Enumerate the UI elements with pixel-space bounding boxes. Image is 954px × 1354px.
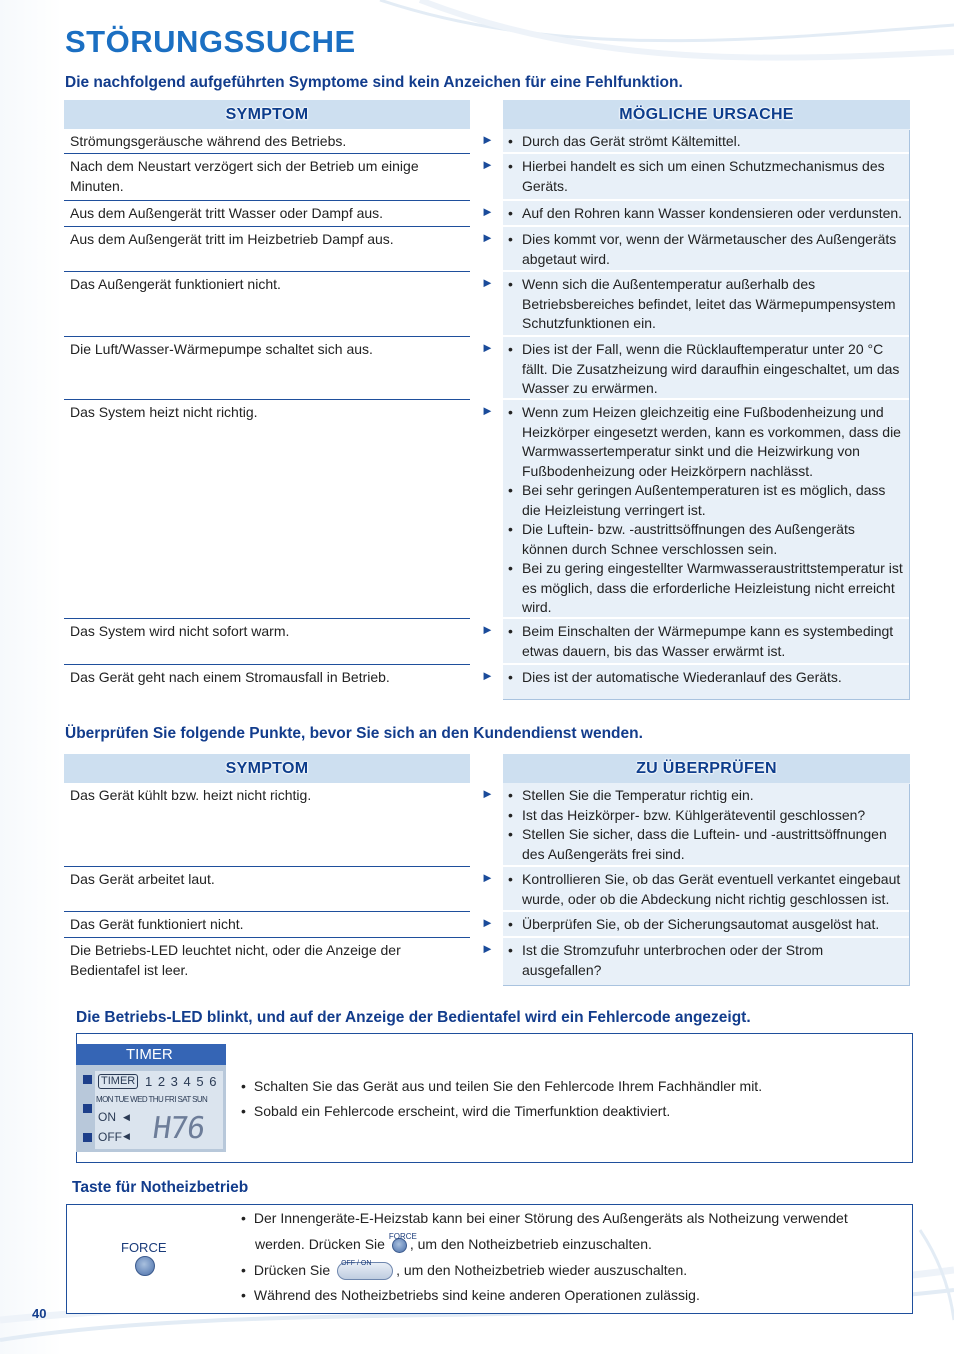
arrow-right-icon: ► — [481, 870, 494, 885]
force-inline-button-icon — [388, 1231, 417, 1253]
off-on-label: OFF / ON — [341, 1260, 372, 1268]
force-text: werden. Drücken Sie — [255, 1236, 385, 1252]
symptom-cell: Das Gerät funktioniert nicht. — [64, 912, 470, 938]
page-title: STÖRUNGSSUCHE — [65, 24, 356, 59]
cause-item: • Beim Einschalten der Wärmepumpe kann es systembedingt etwas dauern, bis das Wasser erwärmt ist. — [522, 622, 904, 661]
cause-item: • Wenn sich die Außentemperatur außerhalb des Betriebsbereiches befindet, leitet das Wärmepumpensystem Schutzfunktionen ein. — [522, 275, 904, 334]
arrow-right-icon: ► — [481, 230, 494, 245]
symptom-cell: Das System heizt nicht richtig. — [64, 400, 470, 619]
section1-heading: Die nachfolgend aufgeführten Symptome sind kein Anzeichen für eine Fehlfunktion. — [65, 74, 683, 91]
timer-numbers: 1 2 3 4 5 6 — [145, 1074, 218, 1089]
check-item: • Überprüfen Sie, ob der Sicherungsautomat ausgelöst hat. — [522, 915, 904, 935]
cause-item: • Dies ist der automatische Wiederanlauf des Geräts. — [522, 668, 904, 688]
indicator-square — [83, 1075, 92, 1084]
column-header-symptom: SYMPTOM — [64, 754, 470, 783]
cause-item: • Dies kommt vor, wenn der Wärmetauscher des Außengeräts abgetaut wird. — [522, 230, 904, 269]
column-header-check: ZU ÜBERPRÜFEN — [503, 754, 910, 783]
off-label: OFF — [98, 1130, 122, 1144]
timer-display-panel — [76, 1044, 226, 1152]
off-arrow-icon: ◀ — [123, 1131, 130, 1141]
force-instruction-2: • Drücken Sie OFF / ON , um den Notheizbetrieb wieder auszuschalten. — [241, 1260, 687, 1280]
error-instruction-2: • Sobald ein Fehlercode erscheint, wird die Timerfunktion deaktiviert. — [241, 1103, 671, 1119]
arrow-right-icon: ► — [481, 786, 494, 801]
symptom-cell: Aus dem Außengerät tritt Wasser oder Dampf aus. — [64, 201, 470, 227]
cause-item: • Wenn zum Heizen gleichzeitig eine Fußbodenheizung und Heizkörper eingesetzt werden, kann es vorkommen, dass die Warmwassertemperatur sinkt und die Heizwirkung von Fußbodenheizung oder Heizkörpern nachlässt. — [522, 403, 904, 481]
check-item: • Ist die Stromzufuhr unterbrochen oder der Strom ausgefallen? — [522, 941, 904, 980]
error-instruction-text: Schalten Sie das Gerät aus und teilen Sie den Fehlercode Ihrem Fachhändler mit. — [253, 1078, 763, 1094]
symptom-cell: Strömungsgeräusche während des Betriebs. — [64, 129, 470, 154]
indicator-square — [83, 1133, 92, 1142]
table-header — [64, 100, 910, 129]
check-column-frame — [503, 784, 910, 986]
lcd-screen — [95, 1071, 223, 1149]
section3-heading: Die Betriebs-LED blinkt, und auf der Anzeige der Bedientafel wird ein Fehlercode angezeigt. — [76, 1009, 751, 1026]
arrow-right-icon: ► — [481, 340, 494, 355]
arrow-right-icon: ► — [481, 668, 494, 683]
timer-panel-header: TIMER — [76, 1044, 226, 1065]
arrow-right-icon: ► — [481, 132, 494, 147]
force-text: Der Innengeräte-E-Heizstab kann bei einer Störung des Außengeräts als Notheizung verwendet — [253, 1210, 848, 1226]
error-code-display: H76 — [150, 1111, 207, 1146]
force-text: Drücken Sie — [253, 1262, 331, 1278]
timer-badge: TIMER — [98, 1074, 138, 1089]
section2-heading: Überprüfen Sie folgende Punkte, bevor Sie sich an den Kundendienst wenden. — [65, 725, 643, 742]
symptom-cell: Aus dem Außengerät tritt im Heizbetrieb Dampf aus. — [64, 227, 470, 272]
section4-heading: Taste für Notheizbetrieb — [72, 1179, 249, 1196]
symptom-cell: Die Betriebs-LED leuchtet nicht, oder die Anzeige der Bedientafel ist leer. — [70, 942, 401, 978]
force-button[interactable] — [135, 1256, 155, 1276]
force-text: , um den Notheizbetrieb einzuschalten. — [409, 1236, 652, 1252]
arrow-right-icon: ► — [481, 622, 494, 637]
indicator-square — [83, 1104, 92, 1113]
cause-item: • Hierbei handelt es sich um einen Schutzmechanismus des Geräts. — [522, 157, 904, 196]
cause-item: • Bei zu gering eingestellter Warmwasseraustrittstemperatur ist es möglich, dass die erforderliche Heizleistung nicht erreicht wird. — [522, 559, 904, 618]
cause-column-frame — [503, 130, 910, 700]
cause-item: • Auf den Rohren kann Wasser kondensieren oder verdunsten. — [522, 204, 904, 224]
arrow-right-icon: ► — [481, 204, 494, 219]
force-text: , um den Notheizbetrieb wieder auszuschalten. — [396, 1262, 688, 1278]
check-item: • Stellen Sie sicher, dass die Luftein- und -austrittsöffnungen des Außengeräts frei sind. — [522, 825, 904, 864]
arrow-right-icon: ► — [481, 157, 494, 172]
force-instruction-1: • Der Innengeräte-E-Heizstab kann bei einer Störung des Außengeräts als Notheizung verwendet werden. Drücken Sie FORCE , um den Notheizbetrieb einzuschalten. — [241, 1210, 848, 1252]
cause-item: • Die Luftein- bzw. -austrittsöffnungen des Außengeräts können durch Schnee verschlossen sein. — [522, 520, 904, 559]
cause-item: • Durch das Gerät strömt Kältemittel. — [522, 132, 904, 152]
weekday-labels: MON TUE WED THU FRI SAT SUN — [96, 1095, 208, 1104]
symptom-cell: Das Gerät geht nach einem Stromausfall in Betrieb. — [70, 669, 390, 685]
cause-item: • Bei sehr geringen Außentemperaturen ist es möglich, dass die Heizleistung verringert ist. — [522, 481, 904, 520]
check-item: • Ist das Heizkörper- bzw. Kühlgeräteventil geschlossen? — [522, 806, 904, 826]
off-on-button-icon — [337, 1262, 393, 1280]
arrow-right-icon: ► — [481, 941, 494, 956]
symptom-cell: Das Gerät arbeitet laut. — [64, 867, 470, 912]
symptom-cell: Das Außengerät funktioniert nicht. — [64, 272, 470, 337]
symptom-cell: Nach dem Neustart verzögert sich der Betrieb um einige Minuten. — [64, 154, 470, 201]
symptom-cell: Das Gerät kühlt bzw. heizt nicht richtig. — [64, 783, 470, 867]
on-arrow-icon: ◀ — [123, 1112, 130, 1122]
arrow-right-icon: ► — [481, 915, 494, 930]
column-header-symptom: SYMPTOM — [64, 100, 470, 129]
arrow-right-icon: ► — [481, 403, 494, 418]
force-instruction-3: • Während des Notheizbetriebs sind keine anderen Operationen zulässig. — [241, 1287, 700, 1303]
force-label: FORCE — [121, 1240, 167, 1255]
check-item: • Kontrollieren Sie, ob das Gerät eventuell verkantet eingebaut wurde, oder ob die Abdeckung nicht richtig geschlossen ist. — [522, 870, 904, 909]
symptom-cell: Das System wird nicht sofort warm. — [64, 619, 470, 665]
on-label: ON — [98, 1110, 116, 1124]
check-item: • Stellen Sie die Temperatur richtig ein. — [522, 786, 904, 806]
force-text: Während des Notheizbetriebs sind keine anderen Operationen zulässig. — [253, 1287, 700, 1303]
error-instruction-1: • Schalten Sie das Gerät aus und teilen Sie den Fehlercode Ihrem Fachhändler mit. — [241, 1078, 763, 1094]
symptom-cell: Die Luft/Wasser-Wärmepumpe schaltet sich aus. — [64, 337, 470, 400]
page-number: 40 — [32, 1306, 47, 1321]
cause-item: • Dies ist der Fall, wenn die Rücklauftemperatur unter 20 °C fällt. Die Zusatzheizung wird daraufhin eingeschaltet, um das Wasser zu erwärmen. — [522, 340, 904, 399]
column-header-cause: MÖGLICHE URSACHE — [503, 100, 910, 129]
force-inline-label: FORCE — [388, 1231, 417, 1241]
table-header — [64, 754, 910, 783]
arrow-right-icon: ► — [481, 275, 494, 290]
error-instruction-text: Sobald ein Fehlercode erscheint, wird die Timerfunktion deaktiviert. — [253, 1103, 671, 1119]
